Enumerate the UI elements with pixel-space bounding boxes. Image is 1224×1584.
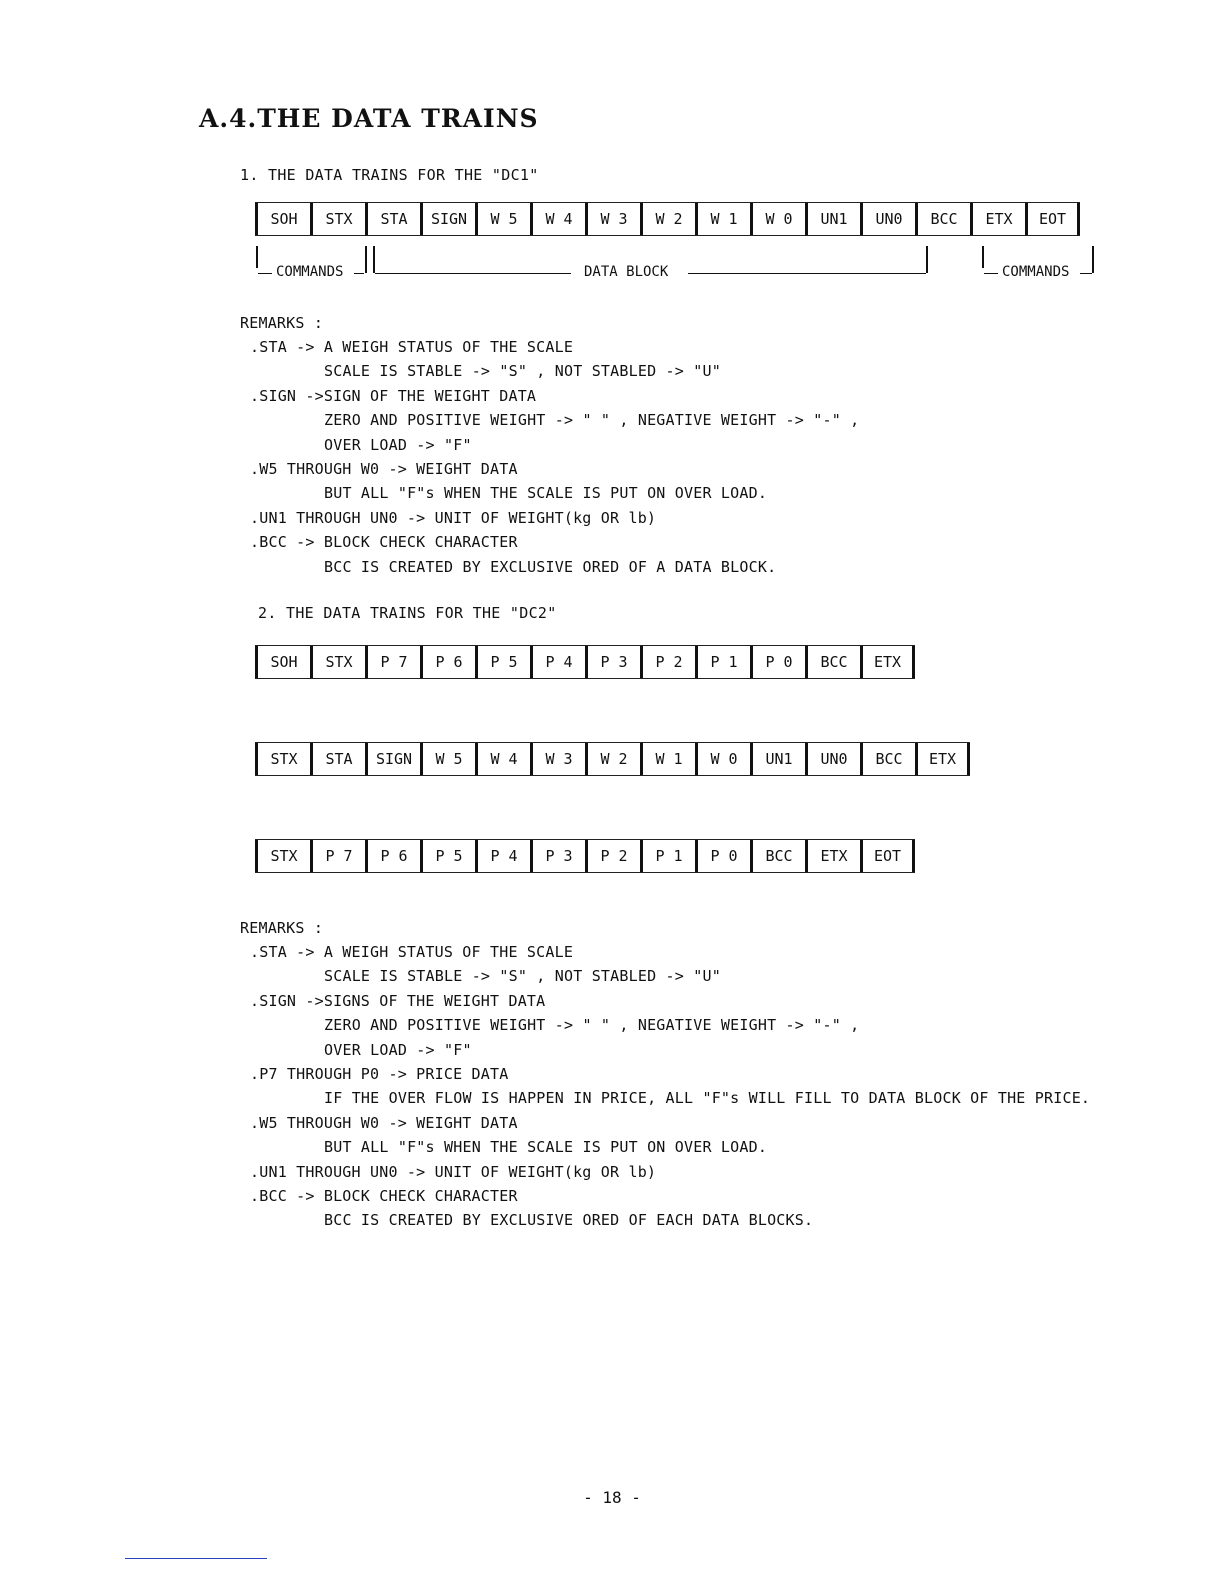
train-cell-label: SOH bbox=[270, 210, 298, 228]
train-cell bbox=[420, 743, 475, 775]
left-bracket-line bbox=[258, 273, 272, 274]
train-cell bbox=[695, 840, 750, 872]
train-cell-label: ETX bbox=[928, 750, 957, 768]
remark-item: .BCC -> BLOCK CHECK CHARACTER bbox=[250, 533, 518, 552]
train-cell bbox=[475, 840, 530, 872]
train-cell-label: P 4 bbox=[490, 847, 518, 865]
data-block-end-mark bbox=[926, 246, 928, 273]
train-cell bbox=[750, 646, 805, 678]
train-cell bbox=[640, 646, 695, 678]
remark-detail: BUT ALL "F"s WHEN THE SCALE IS PUT ON OVER LOAD. bbox=[324, 484, 768, 503]
train-cell bbox=[1025, 203, 1080, 235]
train-cell-label: ETX bbox=[873, 653, 902, 671]
remark-item: .STA -> A WEIGH STATUS OF THE SCALE bbox=[250, 943, 574, 961]
remark-detail: ZERO AND POSITIVE WEIGHT -> " " , NEGATIVE WEIGHT -> "-" , bbox=[324, 1016, 860, 1035]
train-cell bbox=[915, 743, 970, 775]
train-cell-label: P 4 bbox=[545, 653, 573, 671]
train-cell bbox=[255, 203, 310, 235]
train-cell-label: BCC bbox=[765, 847, 793, 865]
train-cell bbox=[420, 840, 475, 872]
remark-detail: ZERO AND POSITIVE WEIGHT -> " " , NEGATIVE WEIGHT -> "-" , bbox=[324, 411, 860, 430]
train-cell-label: UN0 bbox=[820, 750, 848, 768]
train-cell bbox=[805, 743, 860, 775]
dc2-data-train-1 bbox=[255, 645, 915, 679]
train-cell bbox=[695, 743, 750, 775]
train-cell bbox=[310, 743, 365, 775]
train-cell-label: W 2 bbox=[600, 750, 628, 768]
train-cell bbox=[805, 203, 860, 235]
right-bracket-mark bbox=[982, 246, 984, 268]
train-cell bbox=[310, 203, 365, 235]
train-cell bbox=[970, 203, 1025, 235]
train-cell-label: P 3 bbox=[545, 847, 573, 865]
train-cell-label: P 7 bbox=[325, 847, 353, 865]
remark-detail: BCC IS CREATED BY EXCLUSIVE ORED OF A DATA BLOCK. bbox=[324, 557, 777, 576]
train-cell-label: W 0 bbox=[710, 750, 738, 768]
train-cell bbox=[695, 203, 750, 235]
train-cell bbox=[475, 743, 530, 775]
train-cell-label: P 6 bbox=[435, 653, 463, 671]
train-cell bbox=[750, 840, 805, 872]
train-cell bbox=[365, 203, 420, 235]
train-cell bbox=[530, 743, 585, 775]
train-cell-label: P 2 bbox=[655, 653, 683, 671]
data-block-line-right bbox=[688, 273, 926, 274]
train-cell-label: SIGN bbox=[430, 210, 468, 228]
train-cell bbox=[585, 646, 640, 678]
left-bracket-line-end bbox=[354, 273, 364, 274]
left-bracket-mark bbox=[256, 246, 258, 268]
train-cell-label: EOT bbox=[873, 847, 902, 865]
data-block-start-mark bbox=[373, 246, 375, 273]
remark-item: .BCC -> BLOCK CHECK CHARACTER bbox=[250, 1187, 518, 1205]
train-cell-label: W 3 bbox=[545, 750, 573, 768]
data-block-label: DATA BLOCK bbox=[584, 264, 669, 280]
train-cell bbox=[805, 840, 860, 872]
train-cell-label: P 3 bbox=[600, 653, 628, 671]
train-cell-label: UN0 bbox=[875, 210, 903, 228]
section2-heading: 2. THE DATA TRAINS FOR THE "DC2" bbox=[258, 604, 557, 622]
train-cell-label: SOH bbox=[270, 653, 298, 671]
train-cell bbox=[530, 203, 585, 235]
train-cell-label: P 2 bbox=[600, 847, 628, 865]
train-cell bbox=[530, 840, 585, 872]
remark-item: .P7 THROUGH P0 -> PRICE DATA bbox=[250, 1065, 509, 1083]
train-cell bbox=[860, 840, 915, 872]
footer-rule bbox=[125, 1558, 267, 1559]
dc1-data-train bbox=[255, 202, 1080, 236]
dc2-data-train-3 bbox=[255, 839, 915, 873]
train-cell bbox=[585, 743, 640, 775]
train-cell bbox=[475, 203, 530, 235]
train-cell-label: W 4 bbox=[545, 210, 573, 228]
train-cell-label: W 4 bbox=[490, 750, 518, 768]
train-cell bbox=[860, 743, 915, 775]
remark-detail: OVER LOAD -> "F" bbox=[324, 435, 472, 454]
left-bracket-end-mark bbox=[365, 246, 367, 273]
remarks-label-2: REMARKS : bbox=[240, 919, 324, 937]
remark-item: .STA -> A WEIGH STATUS OF THE SCALE bbox=[250, 338, 574, 356]
train-cell-label: BCC bbox=[875, 750, 903, 768]
right-bracket-end-mark bbox=[1092, 246, 1094, 273]
train-cell bbox=[640, 840, 695, 872]
remark-detail: BCC IS CREATED BY EXCLUSIVE ORED OF EACH DATA BLOCKS. bbox=[324, 1211, 814, 1230]
train-cell-label: W 5 bbox=[435, 750, 463, 768]
train-cell-label: W 5 bbox=[490, 210, 518, 228]
train-cell bbox=[750, 203, 805, 235]
train-cell bbox=[805, 646, 860, 678]
train-cell-label: BCC bbox=[820, 653, 848, 671]
train-cell-label: P 5 bbox=[435, 847, 463, 865]
train-cell-label: STX bbox=[325, 210, 353, 228]
commands-label-right: COMMANDS bbox=[1002, 264, 1070, 280]
remark-item: .SIGN ->SIGN OF THE WEIGHT DATA bbox=[250, 386, 537, 405]
train-cell-label: STA bbox=[325, 750, 353, 768]
remark-item: .UN1 THROUGH UN0 -> UNIT OF WEIGHT(kg OR lb) bbox=[250, 1162, 657, 1181]
right-bracket-line bbox=[984, 273, 998, 274]
train-cell bbox=[695, 646, 750, 678]
train-cell-label: STA bbox=[380, 210, 408, 228]
train-cell-label: SIGN bbox=[375, 750, 413, 768]
train-cell bbox=[255, 646, 310, 678]
train-cell-label: W 1 bbox=[655, 750, 683, 768]
train-cell bbox=[310, 840, 365, 872]
train-cell-label: W 0 bbox=[765, 210, 793, 228]
section1-heading: 1. THE DATA TRAINS FOR THE "DC1" bbox=[240, 166, 539, 184]
dc2-data-train-2 bbox=[255, 742, 970, 776]
train-cell-label: STX bbox=[270, 750, 298, 768]
remark-detail: SCALE IS STABLE -> "S" , NOT STABLED -> "U" bbox=[324, 362, 721, 381]
train-cell-label: P 0 bbox=[710, 847, 738, 865]
train-cell bbox=[585, 203, 640, 235]
data-block-line-left bbox=[375, 273, 571, 274]
train-cell-label: P 1 bbox=[710, 653, 738, 671]
train-cell bbox=[750, 743, 805, 775]
remark-item: .W5 THROUGH W0 -> WEIGHT DATA bbox=[250, 460, 518, 478]
train-cell bbox=[915, 203, 970, 235]
remark-item: .W5 THROUGH W0 -> WEIGHT DATA bbox=[250, 1113, 518, 1132]
train-cell-label: P 7 bbox=[380, 653, 408, 671]
train-cell-label: UN1 bbox=[765, 750, 793, 768]
train-cell-label: P 5 bbox=[490, 653, 518, 671]
right-bracket-line-end bbox=[1080, 273, 1092, 274]
train-cell-label: P 1 bbox=[655, 847, 683, 865]
train-cell-label: ETX bbox=[985, 210, 1013, 228]
train-cell bbox=[365, 646, 420, 678]
train-cell-label: STX bbox=[325, 653, 353, 671]
remark-item: .UN1 THROUGH UN0 -> UNIT OF WEIGHT(kg OR lb) bbox=[250, 508, 657, 527]
train-cell bbox=[310, 646, 365, 678]
train-cell-label: ETX bbox=[820, 847, 848, 865]
train-cell bbox=[365, 840, 420, 872]
train-cell bbox=[255, 743, 310, 775]
train-cell bbox=[585, 840, 640, 872]
remark-item: .SIGN ->SIGNS OF THE WEIGHT DATA bbox=[250, 991, 546, 1010]
train-cell-label: W 2 bbox=[655, 210, 683, 228]
remark-detail: OVER LOAD -> "F" bbox=[324, 1040, 472, 1059]
train-cell-label: EOT bbox=[1038, 210, 1067, 228]
train-cell bbox=[420, 203, 475, 235]
train-cell-label: W 1 bbox=[710, 210, 738, 228]
commands-label-left: COMMANDS bbox=[276, 264, 344, 280]
train-cell bbox=[640, 203, 695, 235]
train-cell bbox=[365, 743, 420, 775]
train-cell-label: BCC bbox=[930, 210, 958, 228]
train-cell-label: STX bbox=[270, 847, 298, 865]
remark-detail: BUT ALL "F"s WHEN THE SCALE IS PUT ON OVER LOAD. bbox=[324, 1138, 768, 1157]
train-cell bbox=[860, 203, 915, 235]
train-cell-label: W 3 bbox=[600, 210, 628, 228]
remark-detail: SCALE IS STABLE -> "S" , NOT STABLED -> "U" bbox=[324, 967, 721, 986]
train-cell bbox=[420, 646, 475, 678]
train-cell bbox=[475, 646, 530, 678]
remarks-label-1: REMARKS : bbox=[240, 314, 324, 332]
remark-detail: IF THE OVER FLOW IS HAPPEN IN PRICE, ALL "F"s WILL FILL TO DATA BLOCK OF THE PRICE. bbox=[324, 1089, 1091, 1108]
train-cell bbox=[640, 743, 695, 775]
train-cell bbox=[255, 840, 310, 872]
page-title: A.4.THE DATA TRAINS bbox=[199, 104, 539, 133]
train-cell bbox=[530, 646, 585, 678]
train-cell bbox=[860, 646, 915, 678]
train-cell-label: P 0 bbox=[765, 653, 793, 671]
train-cell-label: P 6 bbox=[380, 847, 408, 865]
page-number: - 18 - bbox=[583, 1488, 641, 1507]
train-cell-label: UN1 bbox=[820, 210, 848, 228]
